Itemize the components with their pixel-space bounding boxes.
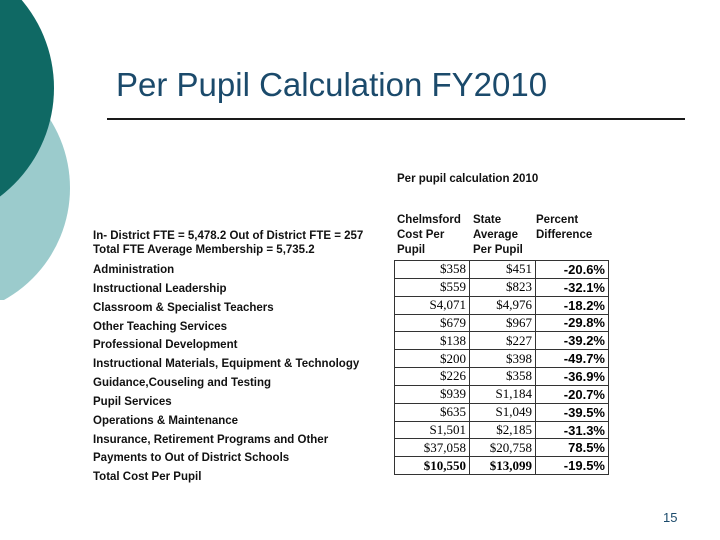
row-label: Other Teaching Services [93,320,228,333]
state-average-cell: $358 [470,368,536,386]
header-line: Cost Per [397,229,445,241]
table-row [395,457,609,475]
state-average-cell: $20,758 [470,439,536,457]
row-label: Guidance,Couseling and Testing [93,377,272,390]
header-line: Average [473,229,518,241]
table-row [395,278,609,296]
state-average-cell: $398 [470,350,536,368]
table-row [395,350,609,368]
table-row [395,261,609,279]
header-percent-difference [536,213,592,243]
title-underline [107,118,685,120]
chelmsford-cost-cell: $939 [395,385,470,403]
percent-difference-cell: -49.7% [536,350,609,368]
chelmsford-cost-cell: $138 [395,332,470,350]
table-caption: Per pupil calculation 2010 [397,173,539,185]
row-label: Classroom & Specialist Teachers [93,301,274,314]
table-row [395,314,609,332]
chelmsford-cost-cell: $635 [395,403,470,421]
state-average-cell: $4,976 [470,296,536,314]
percent-difference-cell: -39.5% [536,403,609,421]
chelmsford-cost-cell: $358 [395,261,470,279]
percent-difference-cell: -20.7% [536,385,609,403]
row-label: Pupil Services [93,395,172,408]
table-row [395,296,609,314]
state-average-cell: $967 [470,314,536,332]
fte-summary [93,229,363,257]
fte-line: In- District FTE = 5,478.2 Out of District FTE = 257 [93,230,364,242]
header-state-average [473,213,523,258]
row-label: Instructional Materials, Equipment & Technology [93,358,360,371]
row-labels [93,261,359,487]
percent-difference-cell: -29.8% [536,314,609,332]
state-average-cell: $13,099 [470,457,536,475]
row-label: Administration [93,264,175,276]
header-line: State [473,214,502,226]
slide-title: Per Pupil Calculation FY2010 [116,66,548,103]
row-label: Operations & Maintenance [93,414,239,427]
state-average-cell: $227 [470,332,536,350]
table-row [395,403,609,421]
row-label: Instructional Leadership [93,282,227,295]
percent-difference-cell: -19.5% [536,457,609,475]
chelmsford-cost-cell: S1,501 [395,421,470,439]
table-row [395,439,609,457]
header-line: Difference [536,229,593,241]
table-row [395,421,609,439]
percent-difference-cell: -39.2% [536,332,609,350]
state-average-cell: $2,185 [470,421,536,439]
chelmsford-cost-cell: S4,071 [395,296,470,314]
table-row [395,385,609,403]
fte-line: Total FTE Average Membership = 5,735.2 [93,244,315,256]
percent-difference-cell: -18.2% [536,296,609,314]
row-label: Payments to Out of District Schools [93,452,290,465]
header-line: Per Pupil [473,244,523,256]
header-line: Percent [536,214,579,226]
chelmsford-cost-cell: $37,058 [395,439,470,457]
percent-difference-cell: -32.1% [536,278,609,296]
page-number: 15 [663,510,678,525]
cost-table [394,260,609,475]
percent-difference-cell: 78.5% [536,439,609,457]
row-label: Total Cost Per Pupil [93,471,202,484]
chelmsford-cost-cell: $200 [395,350,470,368]
row-label: Professional Development [93,339,238,352]
percent-difference-cell: -20.6% [536,261,609,279]
state-average-cell: S1,184 [470,385,536,403]
chelmsford-cost-cell: $679 [395,314,470,332]
chelmsford-cost-cell: $10,550 [395,457,470,475]
header-line: Chelmsford [397,214,461,226]
table-row [395,332,609,350]
chelmsford-cost-cell: $226 [395,368,470,386]
state-average-cell: S1,049 [470,403,536,421]
row-label: Insurance, Retirement Programs and Other [93,433,329,446]
header-chelmsford [397,213,461,258]
decorative-circles [0,0,80,300]
chelmsford-cost-cell: $559 [395,278,470,296]
table-row [395,368,609,386]
percent-difference-cell: -31.3% [536,421,609,439]
state-average-cell: $451 [470,261,536,279]
state-average-cell: $823 [470,278,536,296]
header-line: Pupil [397,244,426,256]
percent-difference-cell: -36.9% [536,368,609,386]
